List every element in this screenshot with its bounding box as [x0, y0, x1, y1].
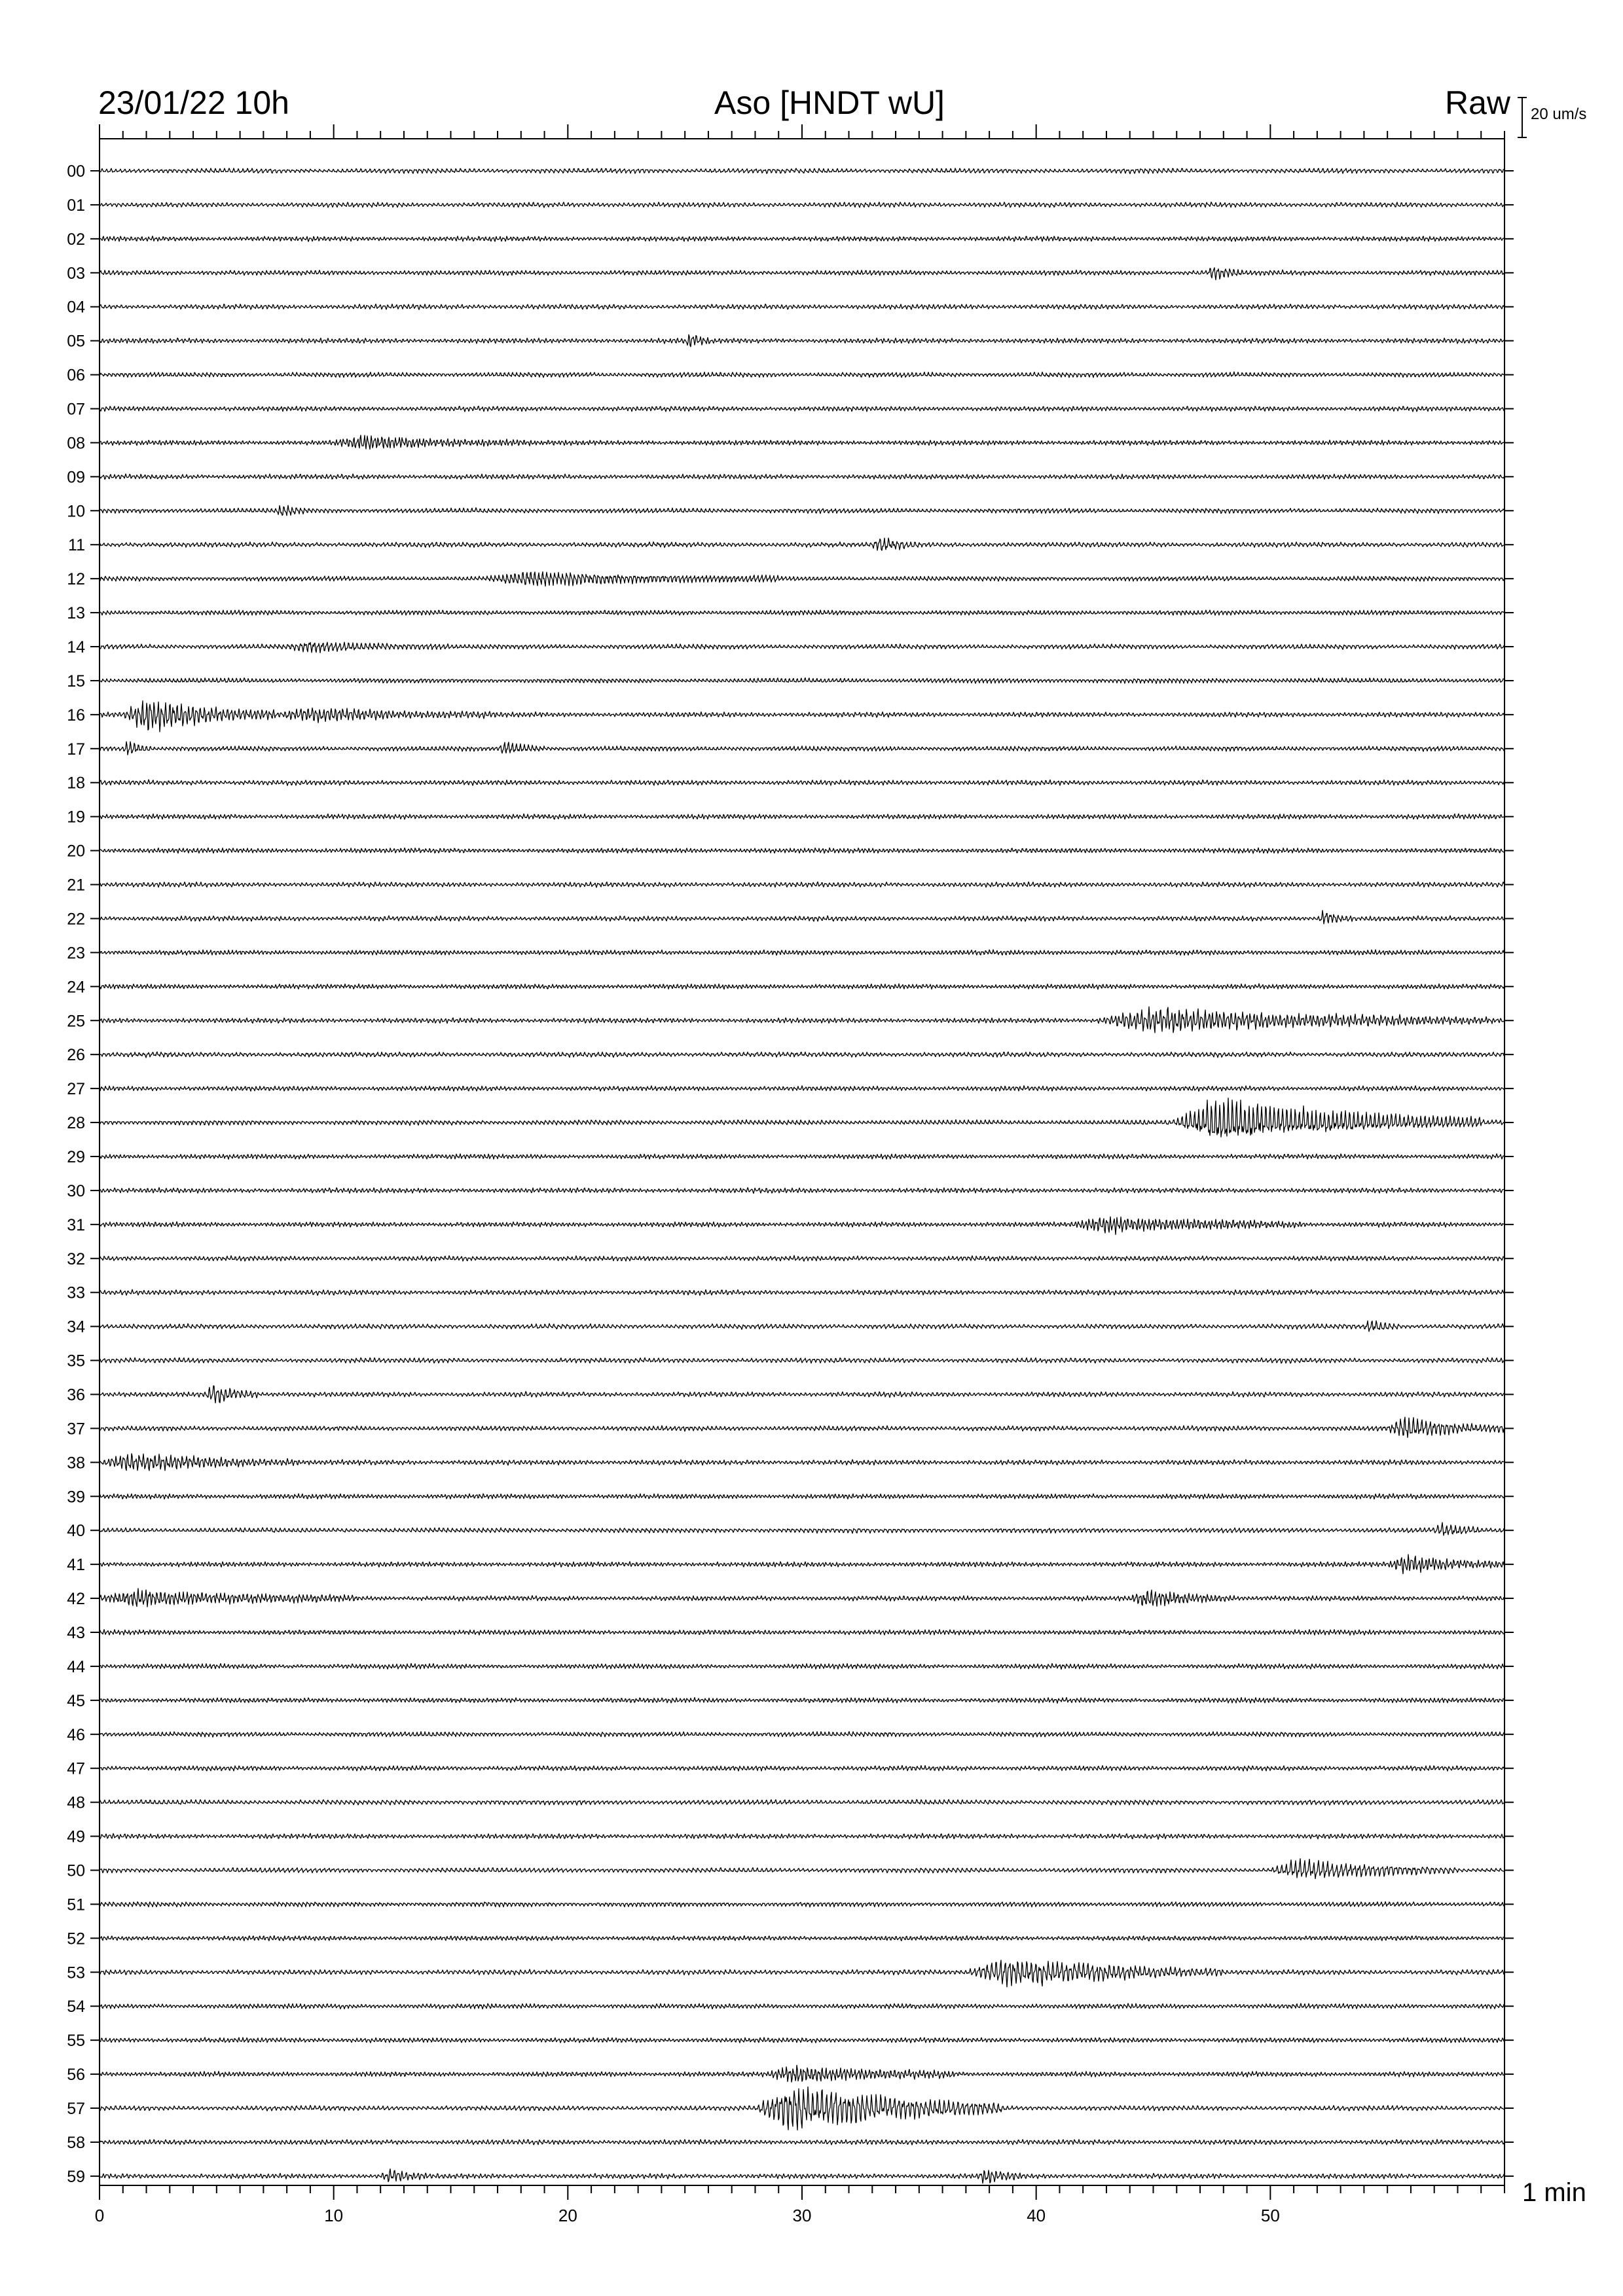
x-axis-unit-label: 1 min [1522, 2178, 1586, 2207]
row-label-31: 31 [67, 1215, 85, 1234]
row-label-57: 57 [67, 2100, 85, 2119]
trace-row-47 [100, 1765, 1504, 1771]
row-label-22: 22 [67, 910, 85, 929]
trace-row-25 [100, 1007, 1504, 1033]
trace-row-50 [100, 1859, 1504, 1879]
trace-row-54 [100, 2003, 1504, 2009]
trace-row-38 [100, 1454, 1504, 1471]
trace-row-27 [100, 1086, 1504, 1092]
row-label-20: 20 [67, 842, 85, 861]
trace-row-22 [100, 910, 1504, 924]
trace-row-49 [100, 1833, 1504, 1839]
row-label-28: 28 [67, 1114, 85, 1133]
row-label-54: 54 [67, 1998, 85, 2017]
row-label-32: 32 [67, 1249, 85, 1268]
plot-frame [100, 139, 1504, 2185]
trace-row-24 [100, 984, 1504, 990]
row-label-51: 51 [67, 1895, 85, 1914]
trace-row-52 [100, 1936, 1504, 1941]
row-label-13: 13 [67, 604, 85, 623]
row-label-58: 58 [67, 2133, 85, 2152]
row-label-49: 49 [67, 1827, 85, 1846]
row-label-56: 56 [67, 2066, 85, 2085]
trace-row-13 [100, 610, 1504, 615]
row-label-09: 09 [67, 468, 85, 487]
row-label-48: 48 [67, 1793, 85, 1812]
hour-row-labels [67, 162, 85, 2186]
trace-row-14 [100, 642, 1504, 653]
row-label-08: 08 [67, 434, 85, 453]
trace-row-04 [100, 304, 1504, 310]
row-label-01: 01 [67, 196, 85, 215]
row-label-04: 04 [67, 298, 85, 317]
trace-row-36 [100, 1386, 1504, 1403]
trace-row-11 [100, 538, 1504, 550]
trace-row-03 [100, 268, 1504, 280]
row-label-46: 46 [67, 1725, 85, 1744]
row-label-16: 16 [67, 706, 85, 725]
trace-row-31 [100, 1217, 1504, 1234]
x-axis-ticks [100, 124, 1504, 2200]
row-label-39: 39 [67, 1488, 85, 1507]
row-label-30: 30 [67, 1181, 85, 1200]
trace-row-12 [100, 572, 1504, 586]
row-label-21: 21 [67, 876, 85, 895]
trace-row-58 [100, 2140, 1504, 2145]
trace-row-09 [100, 474, 1504, 479]
row-label-36: 36 [67, 1386, 85, 1405]
trace-row-01 [100, 202, 1504, 207]
row-label-06: 06 [67, 366, 85, 385]
trace-row-00 [100, 168, 1504, 174]
scale-bar-label: 20 um/s [1531, 105, 1587, 123]
trace-row-42 [100, 1588, 1504, 1607]
trace-row-23 [100, 950, 1504, 956]
row-label-25: 25 [67, 1012, 85, 1031]
trace-row-44 [100, 1664, 1504, 1670]
trace-row-39 [100, 1494, 1504, 1499]
row-label-55: 55 [67, 2032, 85, 2051]
x-tick-label: 10 [324, 2206, 344, 2225]
row-label-29: 29 [67, 1147, 85, 1166]
x-axis-tick-labels [95, 2206, 1280, 2225]
trace-row-28 [100, 1098, 1504, 1138]
trace-row-55 [100, 2037, 1504, 2043]
trace-row-32 [100, 1255, 1504, 1261]
trace-row-26 [100, 1052, 1504, 1058]
trace-row-53 [100, 1960, 1504, 1987]
trace-row-30 [100, 1187, 1504, 1193]
row-label-05: 05 [67, 332, 85, 351]
row-label-50: 50 [67, 1861, 85, 1880]
row-label-07: 07 [67, 400, 85, 419]
trace-row-08 [100, 435, 1504, 450]
row-label-45: 45 [67, 1691, 85, 1710]
seismic-traces [100, 168, 1504, 2183]
row-label-35: 35 [67, 1352, 85, 1371]
trace-row-45 [100, 1698, 1504, 1704]
trace-row-40 [100, 1522, 1504, 1535]
trace-row-48 [100, 1799, 1504, 1805]
trace-row-06 [100, 372, 1504, 378]
trace-row-59 [100, 2169, 1504, 2183]
row-label-17: 17 [67, 740, 85, 759]
trace-row-56 [100, 2065, 1504, 2082]
trace-row-19 [100, 814, 1504, 819]
row-label-14: 14 [67, 638, 85, 657]
date-hour-label: 23/01/22 10h [98, 84, 289, 121]
trace-row-37 [100, 1417, 1504, 1437]
trace-row-41 [100, 1554, 1504, 1574]
trace-row-21 [100, 882, 1504, 888]
row-label-12: 12 [67, 570, 85, 589]
trace-row-17 [100, 742, 1504, 755]
trace-row-43 [100, 1630, 1504, 1636]
trace-row-16 [100, 701, 1504, 732]
row-label-53: 53 [67, 1964, 85, 1982]
row-label-38: 38 [67, 1454, 85, 1473]
row-label-26: 26 [67, 1046, 85, 1065]
station-title: Aso [HNDT wU] [714, 84, 945, 121]
trace-row-33 [100, 1289, 1504, 1295]
row-label-15: 15 [67, 672, 85, 691]
x-tick-label: 20 [558, 2206, 577, 2225]
row-label-19: 19 [67, 808, 85, 827]
row-label-41: 41 [67, 1556, 85, 1575]
row-label-03: 03 [67, 264, 85, 283]
trace-row-07 [100, 406, 1504, 412]
row-label-44: 44 [67, 1657, 85, 1676]
row-label-33: 33 [67, 1283, 85, 1302]
trace-row-20 [100, 848, 1504, 853]
row-marker-ticks [90, 171, 1514, 2176]
row-label-59: 59 [67, 2167, 85, 2186]
row-label-47: 47 [67, 1759, 85, 1778]
row-label-02: 02 [67, 230, 85, 249]
x-tick-label: 0 [94, 2206, 105, 2225]
trace-row-29 [100, 1154, 1504, 1159]
row-label-40: 40 [67, 1522, 85, 1541]
row-label-43: 43 [67, 1623, 85, 1642]
trace-row-35 [100, 1357, 1504, 1363]
trace-row-34 [100, 1321, 1504, 1331]
row-label-52: 52 [67, 1929, 85, 1948]
trace-row-05 [100, 334, 1504, 346]
x-tick-label: 30 [792, 2206, 812, 2225]
mode-label: Raw [1444, 84, 1510, 121]
row-label-11: 11 [68, 536, 85, 555]
trace-row-46 [100, 1732, 1504, 1738]
trace-row-15 [100, 678, 1504, 684]
row-label-10: 10 [67, 502, 85, 521]
row-label-34: 34 [67, 1318, 85, 1336]
trace-row-51 [100, 1902, 1504, 1907]
trace-row-57 [100, 2087, 1504, 2130]
x-tick-label: 50 [1260, 2206, 1280, 2225]
row-label-42: 42 [67, 1590, 85, 1609]
trace-row-02 [100, 236, 1504, 242]
x-tick-label: 40 [1027, 2206, 1046, 2225]
row-label-00: 00 [67, 162, 85, 181]
row-label-23: 23 [67, 944, 85, 963]
row-label-18: 18 [67, 774, 85, 793]
row-label-24: 24 [67, 978, 85, 997]
trace-row-18 [100, 780, 1504, 785]
trace-row-10 [100, 505, 1504, 516]
row-label-37: 37 [67, 1420, 85, 1439]
row-label-27: 27 [67, 1080, 85, 1099]
